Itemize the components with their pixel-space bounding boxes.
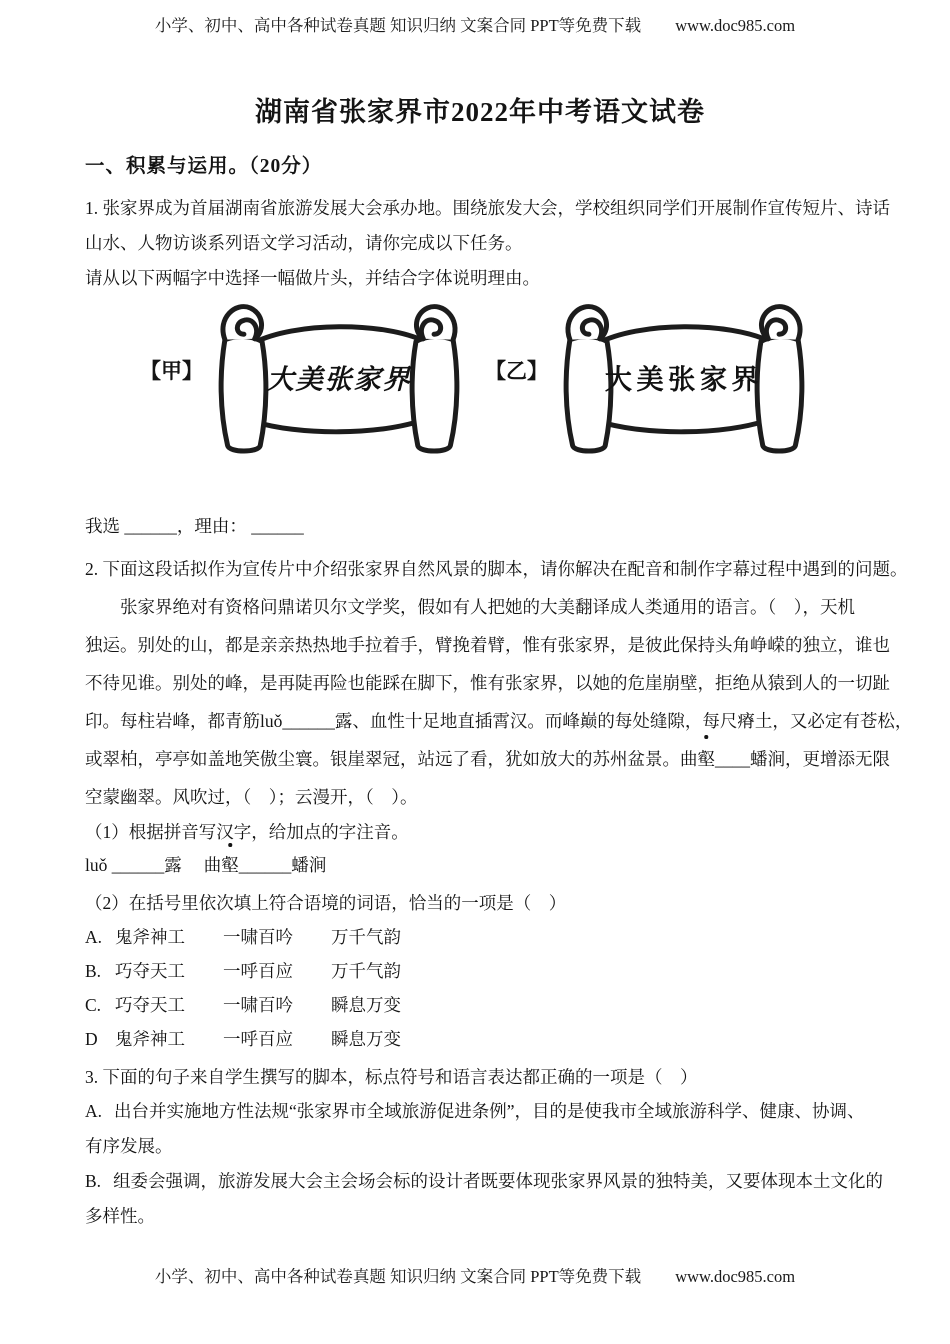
footer-site-link: www.doc985.com — [675, 1267, 796, 1286]
question-1-block — [85, 191, 890, 296]
option-text: 多样性。 — [85, 1206, 155, 1226]
header-site-link: www.doc985.com — [675, 16, 796, 35]
passage-line — [85, 702, 913, 740]
question-3-intro: 3. 下面的句子来自学生撰写的脚本，标点符号和语言表达都正确的一项是（ ） — [85, 1067, 698, 1087]
q1-text-line: 1. 张家界成为首届湖南省旅游发展大会承办地。围绕旅发大会，学校组织同学们开展制作宣传短片、诗话 — [85, 198, 890, 218]
option-word: 一呼百应 — [223, 1029, 293, 1049]
answer-blank: ______ — [124, 516, 177, 536]
section-heading: 一、积累与运用。（20分） — [85, 156, 323, 177]
passage-line: 独运。别处的山，都是亲亲热热地手拉着手，臂挽着臂，惟有张家界，是彼此保持头角峥嵘的独立，谁也 — [85, 635, 890, 655]
scroll-jia-illustration — [203, 298, 475, 461]
scroll-right-roller — [412, 307, 457, 451]
answer-mid: ，理由： — [176, 516, 247, 536]
q3-option-row-b — [85, 1164, 884, 1234]
option-word: 万千气韵 — [331, 961, 401, 981]
option-row-b — [85, 954, 875, 988]
option-word: 万千气韵 — [331, 927, 401, 947]
sub-question-2-label: （2）在括号里依次填上符合语境的词语，恰当的一项是（ ） — [85, 893, 567, 913]
pinyin-answer-line — [85, 848, 875, 882]
option-text: 出台并实施地方性法规“张家界市全域旅游促进条例”，目的是使我市全域旅游科学、健康、协调、 — [114, 1101, 865, 1121]
option-row-c — [85, 988, 875, 1022]
option-text: 组委会强调，旅游发展大会主会场会标的设计者既要体现张家界风景的独特美，又要体现本土文化的 — [113, 1171, 884, 1191]
scroll-right-roller — [757, 307, 802, 451]
pinyin-blank: ____ — [715, 749, 750, 769]
option-word: 一呼百应 — [223, 961, 293, 981]
sub-question-1-label: （1）根据拼音写汉字，给加点的字注音。 — [85, 822, 409, 842]
option-row-d — [85, 1022, 875, 1056]
scroll-left-roller — [221, 307, 266, 451]
option-row-a — [85, 920, 875, 954]
word-part: 蟠涧 — [291, 855, 327, 875]
option-key: B. — [85, 961, 102, 981]
q1-text-line: 山水、人物访谈系列语文学习活动，请你完成以下任务。 — [85, 233, 523, 253]
answer-blank: ______ — [111, 855, 165, 875]
q1-task-line: 请从以下两幅字中选择一幅做片头，并结合字体说明理由。 — [85, 268, 540, 288]
q3-option-row-a — [85, 1094, 875, 1164]
option-word: 瞬息万变 — [331, 1029, 401, 1049]
q2-passage — [85, 588, 913, 816]
page-content — [85, 0, 913, 1234]
pinyin-text: luǒ — [85, 855, 108, 875]
option-text: 有序发展。 — [85, 1136, 173, 1156]
option-word: 巧夺天工 — [115, 995, 185, 1015]
option-word: 鬼斧神工 — [115, 1029, 185, 1049]
passage-line: 不待见谁。别处的峰，是再陡再险也能踩在脚下，惟有张家界，以她的危崖崩壁，拒绝从猿到人的一切趾 — [85, 673, 890, 693]
scroll-jia-text: 大美张家界 — [266, 364, 412, 395]
option-word: 一啸百吟 — [223, 995, 293, 1015]
option-key: B. — [85, 1171, 102, 1191]
question-2-intro: 2. 下面这段话拟作为宣传片中介绍张家界自然风景的脚本，请你解决在配音和制作字幕过程中遇到的问题。 — [85, 559, 908, 579]
option-key: A. — [85, 927, 103, 947]
scroll-yi-illustration — [548, 298, 820, 461]
passage-text: 蟠涧，更增添无限 — [750, 749, 890, 769]
option-word: 一啸百吟 — [223, 927, 293, 947]
answer-blank: ______ — [251, 516, 304, 536]
passage-line: 空蒙幽翠。风吹过，（ ）；云漫开，（ ）。 — [85, 787, 418, 807]
scroll-jia-label: 【甲】 — [140, 358, 203, 383]
pinyin-blank: ______ — [282, 711, 335, 731]
option-word: 瞬息万变 — [331, 995, 401, 1015]
passage-text: 露、血性十足地直插霄汉。而峰巅的每处缝隙，每尺瘠土，又必定有苍松， — [334, 711, 913, 731]
option-word: 鬼斧神工 — [115, 927, 185, 947]
exam-title: 湖南省张家界市2022年中考语文试卷 — [255, 97, 705, 127]
option-key: C. — [85, 995, 102, 1015]
word-part: 曲 — [203, 855, 222, 875]
header-promo-text: 小学、初中、高中各种试卷真题 知识归纳 文案合同 PPT等免费下载 — [154, 16, 642, 35]
q1-answer-line — [85, 509, 875, 544]
option-word: 巧夺天工 — [115, 961, 185, 981]
calligraphy-scrolls-row — [85, 298, 875, 461]
option-key: A. — [85, 1101, 103, 1121]
passage-text: 或翠柏，亭亭如盖地笑傲尘寰。银崖翠冠，站远了看，犹如放大的苏州盆景。曲 — [85, 749, 698, 769]
char-after-blank: 露 — [164, 855, 182, 875]
scroll-yi-text: 大美张家界 — [604, 364, 764, 395]
answer-prefix: 我选 — [85, 516, 120, 536]
footer-promo-text: 小学、初中、高中各种试卷真题 知识归纳 文案合同 PPT等免费下载 — [154, 1267, 642, 1286]
passage-text: 印。每柱岩峰，都青筋luǒ — [85, 711, 283, 731]
answer-blank: ______ — [238, 855, 292, 875]
dotted-char: 壑 — [221, 848, 239, 882]
passage-line — [85, 740, 890, 778]
dotted-char: 壑 — [698, 740, 716, 778]
page-footer — [0, 1263, 950, 1287]
passage-line: 张家界绝对有资格问鼎诺贝尔文学奖，假如有人把她的大美翻译成人类通用的语言。（ ），天机 — [120, 597, 855, 617]
option-key: D — [85, 1029, 98, 1049]
scroll-yi-label: 【乙】 — [485, 358, 548, 383]
